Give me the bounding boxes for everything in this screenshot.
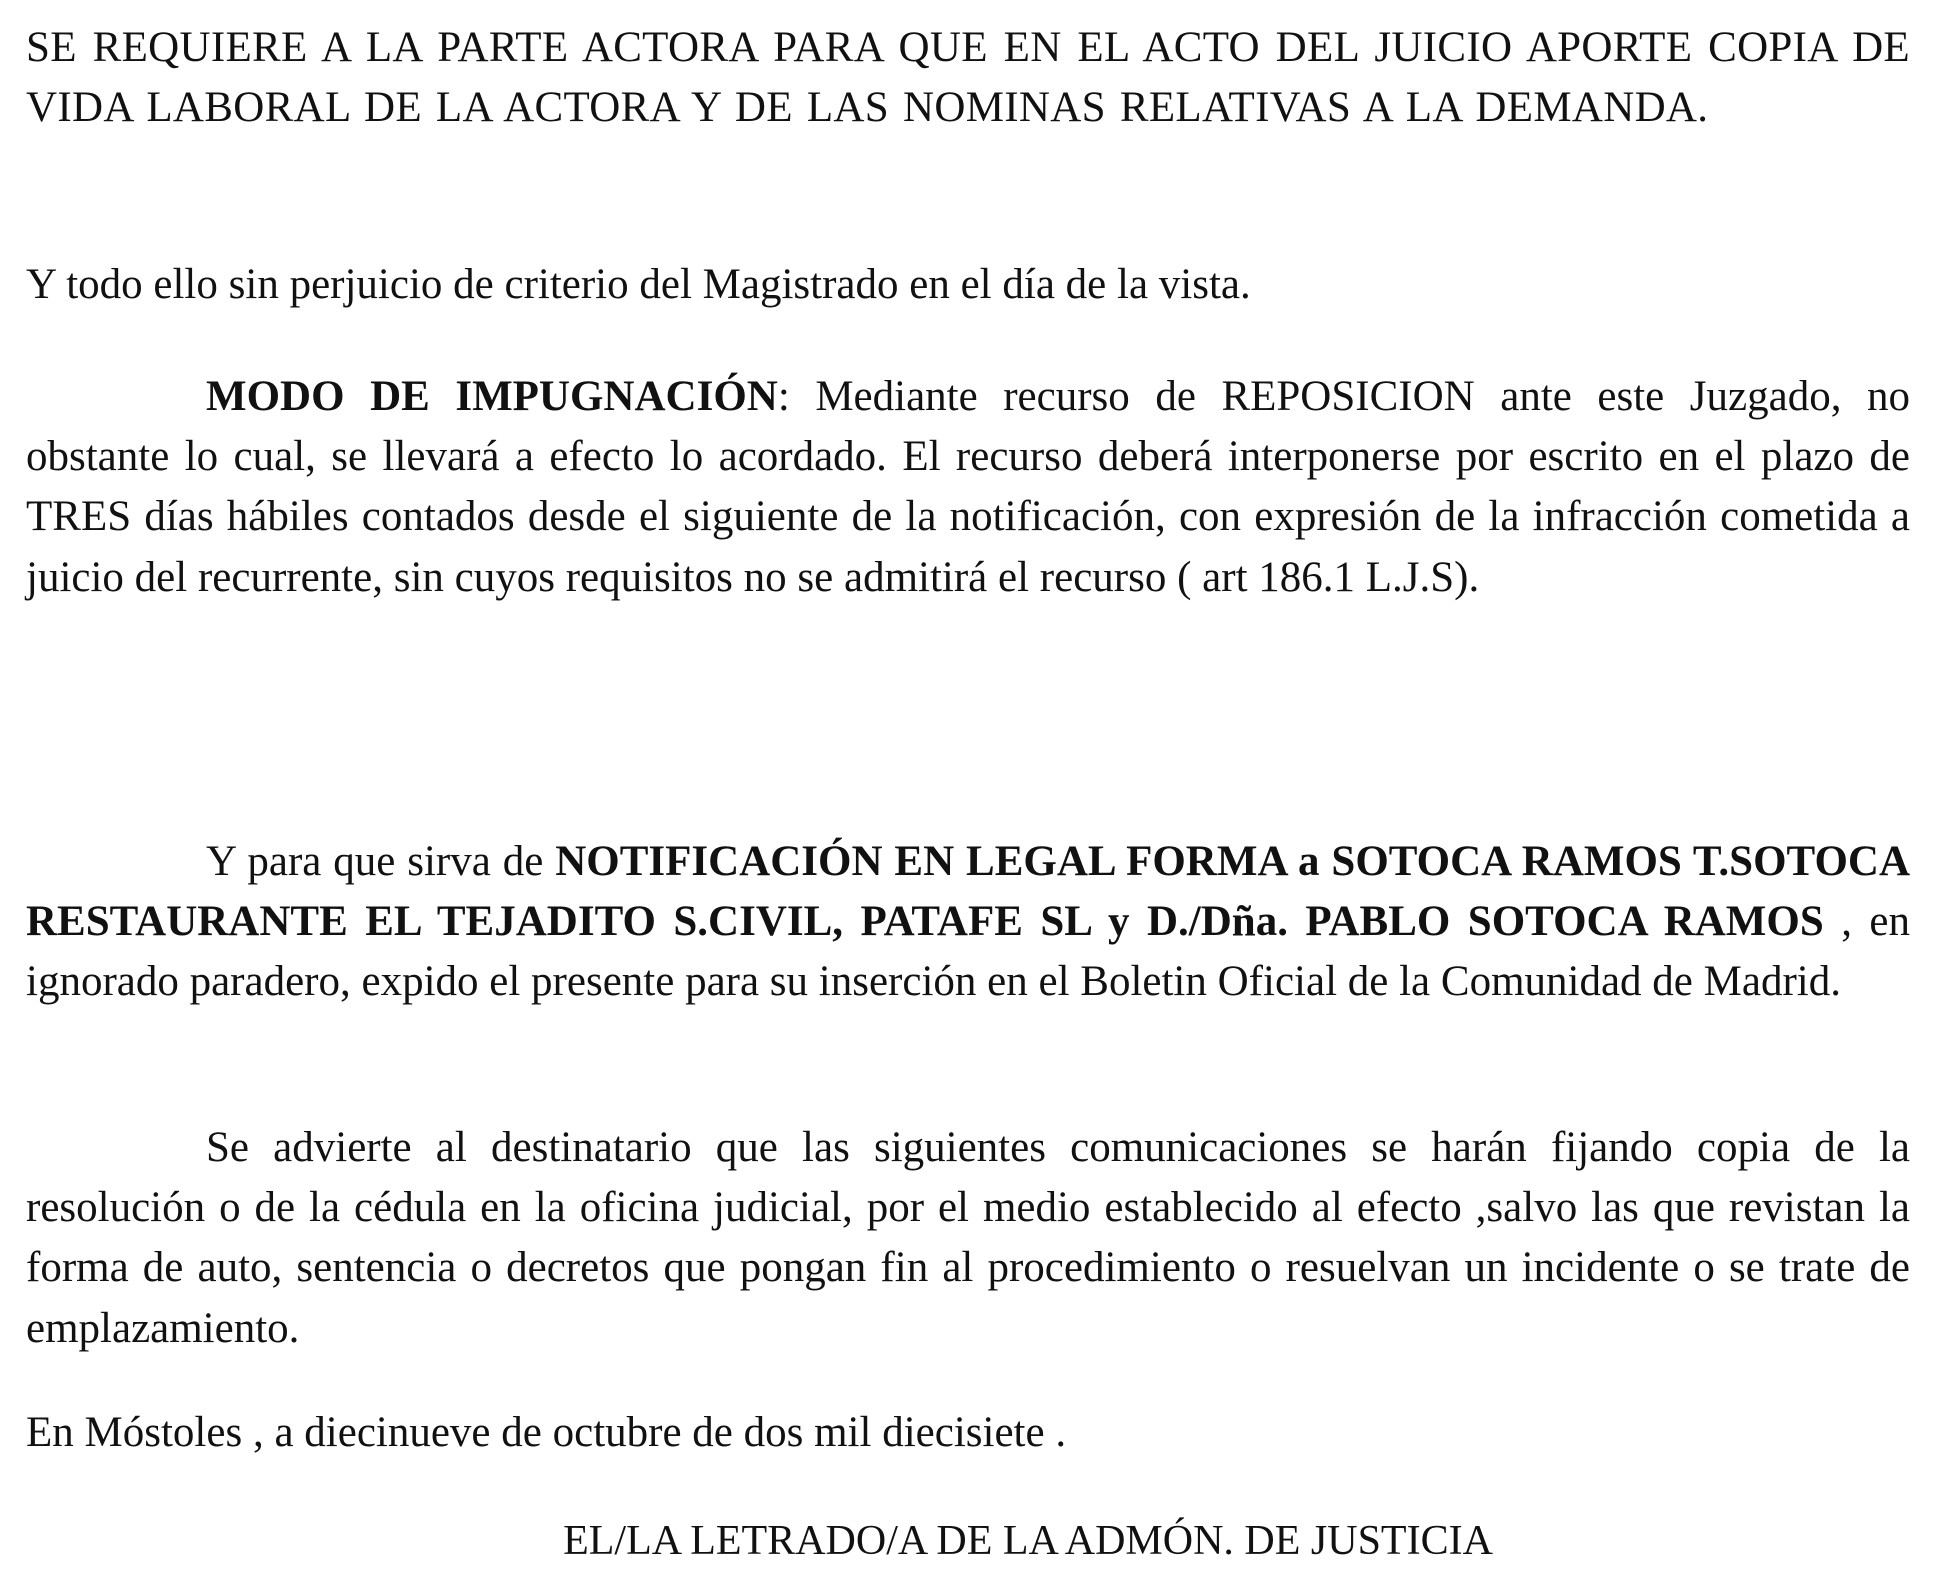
notificacion-rest: , en ignorado paradero, expido el presente para su inserción en el Boletin Oficial de la Comunidad de Madrid.	[26, 898, 1910, 1006]
firma-line: EL/LA LETRADO/A DE LA ADMÓN. DE JUSTICIA	[563, 1518, 1493, 1564]
impugnacion-text: : Mediante recurso de REPOSICION ante este Juzgado, no obstante lo cual, se llevará a efecto lo acordado. El recurso deberá interponerse por escrito en el plazo de TRES días hábiles contados desde el siguiente de la notificación, con expresión de la infracción cometida a juicio del recurrente, sin cuyos requisitos no se admitirá el recurso ( art 186.1 L.J.S).	[26, 373, 1910, 601]
requerimiento-paragraph: SE REQUIERE A LA PARTE ACTORA PARA QUE EN EL ACTO DEL JUICIO APORTE COPIA DE VIDA LABORAL DE LA ACTORA Y DE LAS NOMINAS RELATIVAS A LA DEMANDA.	[26, 24, 1910, 132]
notificacion-intro: Y para que sirva de	[206, 838, 556, 885]
lugar-fecha: En Móstoles , a diecinueve de octubre de dos mil diecisiete .	[26, 1409, 1067, 1456]
notificacion-heading: NOTIFICACIÓN EN LEGAL FORMA	[555, 838, 1287, 885]
advertencia-paragraph: Se advierte al destinatario que las siguientes comunicaciones se harán fijando copia de la resolución o de la cédula en la oficina judicial, por el medio establecido al efecto ,salvo las que revistan la forma de auto, sentencia o decretos que pongan fin al procedimiento o resuelvan un incidente o se trate de emplazamiento.	[26, 1124, 1910, 1352]
notificacion-person: D./Dña. PABLO SOTOCA RAMOS	[1147, 898, 1824, 946]
impugnacion-paragraph	[26, 367, 1910, 608]
sin-perjuicio-paragraph: Y todo ello sin perjuicio de criterio del Magistrado en el día de la vista.	[26, 261, 1251, 308]
notificacion-paragraph	[26, 832, 1910, 1013]
impugnacion-heading: MODO DE IMPUGNACIÓN	[206, 373, 778, 420]
notificacion-y: y	[1090, 898, 1147, 946]
notificacion-a: a	[1286, 838, 1332, 885]
notificacion-parties: SOTOCA RAMOS T.SOTOCA RESTAURANTE EL TEJADITO S.CIVIL, PATAFE SL	[26, 838, 1910, 946]
